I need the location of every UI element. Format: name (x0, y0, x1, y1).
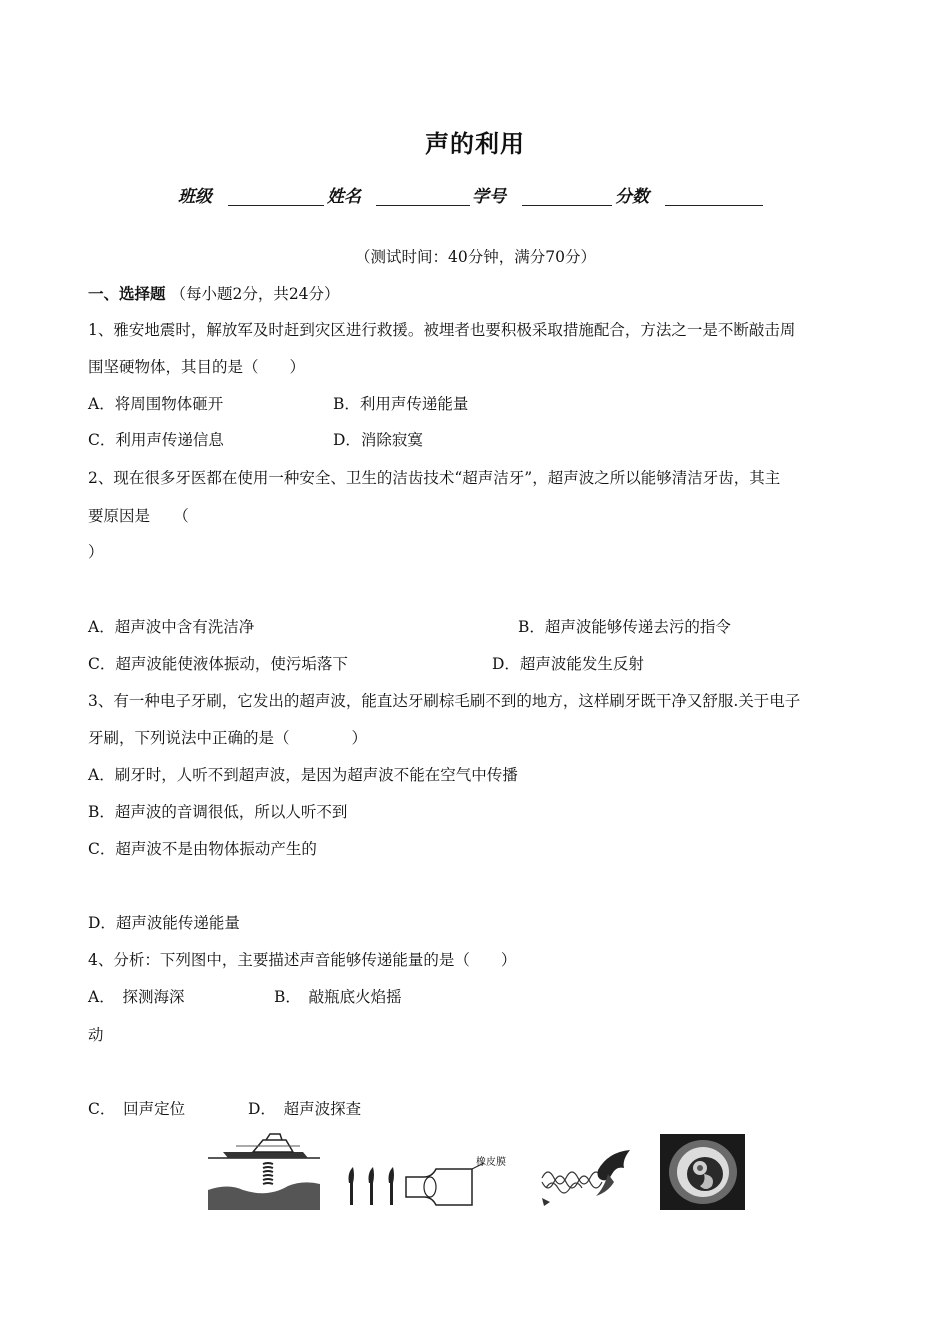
section-title: 一、选择题 (88, 284, 166, 303)
q2-line1: 2、现在很多牙医都在使用一种安全、卫生的洁齿技术“超声洁牙”，超声波之所以能够清洁牙齿，其主 (88, 469, 781, 487)
q3-option-c[interactable]: C．超声波不是由物体振动产生的 (88, 840, 317, 858)
q2-line2: 要原因是 （ (88, 507, 189, 525)
q4-option-b-continued: 动 (88, 1026, 104, 1044)
boat-sonar-figure (208, 1128, 320, 1210)
q3-option-d[interactable]: D．超声波能传递能量 (88, 914, 240, 932)
q4-option-b[interactable]: B． 敲瓶底火焰摇 (274, 988, 402, 1006)
name-label: 姓名 (327, 187, 361, 207)
q3-line1: 3、有一种电子牙刷，它发出的超声波，能直达牙刷棕毛刷不到的地方，这样刷牙既干净又舒服.关于电子 (88, 692, 801, 710)
q1-line2: 围坚硬物体，其目的是（ ） (88, 358, 306, 376)
q3-option-b[interactable]: B．超声波的音调很低，所以人听不到 (88, 803, 348, 821)
section-note: （每小题2分，共24分） (170, 285, 340, 303)
q1-option-d[interactable]: D．消除寂寞 (333, 431, 423, 449)
q4-option-c[interactable]: C． 回声定位 (88, 1100, 186, 1118)
q4-option-d[interactable]: D． 超声波探查 (248, 1100, 362, 1118)
q1-option-a[interactable]: A．将周围物体砸开 (88, 395, 224, 413)
q1-option-b[interactable]: B．利用声传递能量 (333, 395, 469, 413)
ultrasound-scan-figure (660, 1134, 745, 1210)
page-title: 声的利用 (425, 129, 525, 158)
score-label: 分数 (615, 187, 649, 207)
q2-line3: ） (88, 543, 104, 561)
class-blank[interactable] (228, 205, 324, 206)
bottle-candle-figure (344, 1155, 514, 1210)
score-blank[interactable] (665, 205, 763, 206)
q3-line2: 牙刷，下列说法中正确的是（ ） (88, 729, 368, 747)
q3-option-a[interactable]: A．刷牙时，人听不到超声波，是因为超声波不能在空气中传播 (88, 766, 518, 784)
q4-line1: 4、分析：下列图中，主要描述声音能够传递能量的是（ ） (88, 951, 517, 969)
q1-option-c[interactable]: C．利用声传递信息 (88, 431, 224, 449)
number-blank[interactable] (522, 205, 612, 206)
bat-echolocation-figure (538, 1148, 633, 1210)
class-label: 班级 (178, 187, 212, 207)
number-label: 学号 (472, 187, 506, 207)
rubber-membrane-label: 橡皮膜 (476, 1157, 506, 1168)
q2-option-b[interactable]: B．超声波能够传递去污的指令 (518, 618, 731, 636)
q2-option-c[interactable]: C．超声波能使液体振动，使污垢落下 (88, 655, 348, 673)
section-heading (88, 284, 340, 304)
q1-line1: 1、雅安地震时，解放军及时赶到灾区进行救援。被埋者也要积极采取措施配合，方法之一是不断敲击周 (88, 321, 796, 339)
q2-option-d[interactable]: D．超声波能发生反射 (492, 655, 644, 673)
test-info: （测试时间：40分钟，满分70分） (355, 248, 596, 266)
name-blank[interactable] (376, 205, 470, 206)
q2-option-a[interactable]: A．超声波中含有洗洁净 (88, 618, 255, 636)
q4-option-a[interactable]: A． 探测海深 (88, 988, 185, 1006)
